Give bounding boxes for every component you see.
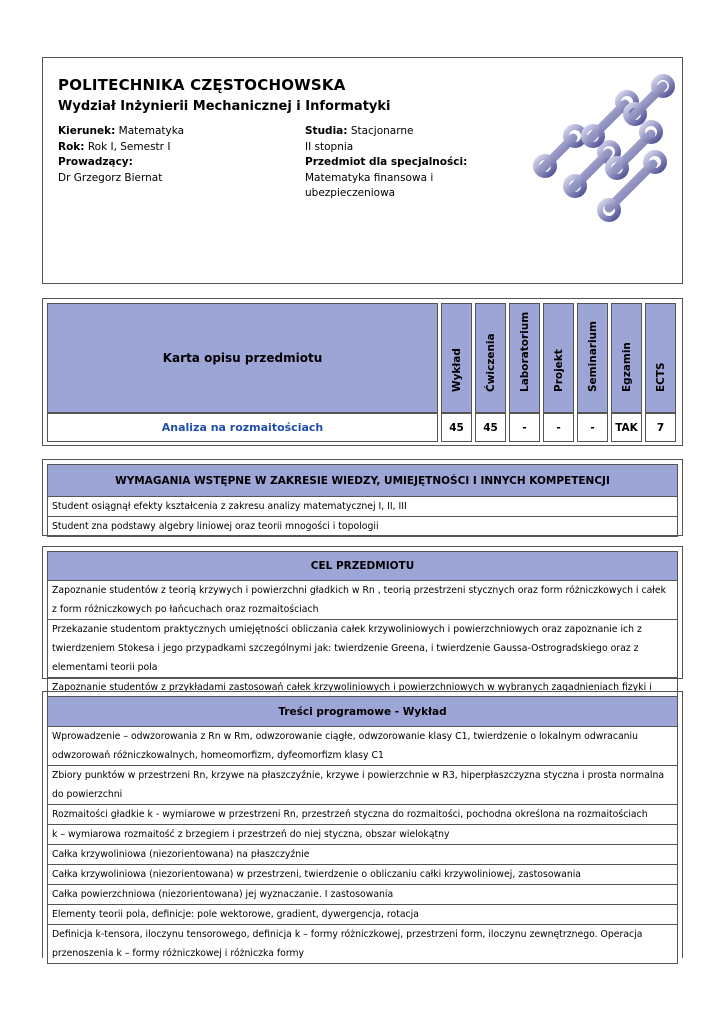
col-val-wyklad: 45	[441, 413, 472, 442]
rok-line	[58, 140, 288, 156]
specjalnosc-line-1: Matematyka finansowa i	[305, 171, 434, 184]
requirements-title: WYMAGANIA WSTĘPNE W ZAKRESIE WIEDZY, UMIEJĘTNOŚCI I INNYCH KOMPETENCJI	[47, 464, 678, 497]
studia-value: Stacjonarne	[350, 125, 414, 137]
program-row: Elementy teorii pola, definicje: pole wektorowe, gradient, dywergencja, rotacja	[47, 905, 678, 925]
program-row: Zbiory punktów w przestrzeni Rn, krzywe na płaszczyźnie, krzywe i powierzchnie w R3, hiperpłaszczyzna styczna i prosta normalna do powierzchni	[47, 766, 678, 805]
col-head-ects: ECTS	[645, 303, 676, 413]
studia-label: Studia:	[305, 125, 348, 137]
kierunek-label: Kierunek:	[58, 125, 116, 137]
col-head-projekt: Projekt	[543, 303, 574, 413]
requirement-row: Student osiągnął efekty kształcenia z zakresu analizy matematycznej I, II, III	[47, 497, 678, 517]
goal-row: Zapoznanie studentów z teorią krzywych i powierzchni gładkich w Rn , teorią przestrzeni stycznych oraz form różniczkowych i całek z form różniczkowych po łańcuchach oraz rozmaitościach	[47, 581, 678, 620]
specjalnosc-line-2: ubezpieczeniowa	[305, 187, 396, 199]
course-info-right	[305, 124, 525, 202]
col-val-laboratorium: -	[509, 413, 540, 442]
course-name: Analiza na rozmaitościach	[47, 413, 438, 442]
goal-row: Przekazanie studentom praktycznych umiejętności obliczania całek krzywoliniowych i powierzchniowych oraz zapoznanie ich z twierdzeniem Stokesa i jego przypadkami szczególnymi jak: twierdzenie Greena, i twierdzenie Gaussa-Ostrogradskiego oraz z elementami teorii pola	[47, 620, 678, 678]
program-row: Całka krzywoliniowa (niezorientowana) w przestrzeni, twierdzenie o obliczaniu całki krzywoliniowej, zastosowania	[47, 865, 678, 885]
program-row: Wprowadzenie – odwzorowania z Rn w Rm, odwzorowanie ciągłe, odwzorowanie klasy C1, twierdzenie o lokalnym odwracaniu odwzorowań różniczkowalnych, homeomorfizm, dyfeomorfizm klasy C1	[47, 727, 678, 766]
kierunek-line	[58, 124, 288, 140]
program-row: Całka powierzchniowa (niezorientowana) jej wyznaczanie. I zastosowania	[47, 885, 678, 905]
col-head-cwiczenia: Ćwiczenia	[475, 303, 506, 413]
header-box	[42, 57, 683, 284]
program-row: k – wymiarowa rozmaitość z brzegiem i przestrzeń do niej styczna, obszar wielokątny	[47, 825, 678, 845]
requirements-section	[42, 459, 683, 536]
prowadzacy-value: Dr Grzegorz Biernat	[58, 171, 163, 184]
program-section	[42, 691, 683, 958]
program-title: Treści programowe - Wykład	[47, 696, 678, 727]
rok-label: Rok:	[58, 140, 85, 153]
university-name: POLITECHNIKA CZĘSTOCHOWSKA	[58, 76, 346, 94]
requirement-row: Student zna podstawy algebry liniowej oraz teorii mnogości i topologii	[47, 517, 678, 537]
specjalnosc-label: Przedmiot dla specjalności:	[305, 156, 468, 168]
program-row: Rozmaitości gładkie k - wymiarowe w przestrzeni Rn, przestrzeń styczna do rozmaitości, pochodna określona na rozmaitościach	[47, 805, 678, 825]
stopien-value: II stopnia	[305, 140, 354, 153]
col-head-laboratorium: Laboratorium	[509, 303, 540, 413]
col-head-seminarium: Seminarium	[577, 303, 608, 413]
card-title: Karta opisu przedmiotu	[47, 303, 438, 413]
col-val-egzamin: TAK	[611, 413, 642, 442]
goals-title: CEL PRZEDMIOTU	[47, 551, 678, 581]
program-row: Całka krzywoliniowa (niezorientowana) na płaszczyźnie	[47, 845, 678, 865]
col-head-egzamin: Egzamin	[611, 303, 642, 413]
program-row: Definicja k-tensora, iloczynu tensorowego, definicja k – formy różniczkowej, przestrzeni form, iloczynu zewnętrznego. Operacja przenoszenia k – formy różniczkowej i różniczka formy	[47, 925, 678, 964]
kierunek-value: Matematyka	[118, 125, 185, 137]
prowadzacy-label: Prowadzący:	[58, 156, 133, 168]
col-val-cwiczenia: 45	[475, 413, 506, 442]
col-val-projekt: -	[543, 413, 574, 442]
course-info-left	[58, 124, 288, 186]
goals-section	[42, 546, 683, 693]
col-val-ects: 7	[645, 413, 676, 442]
goal-row: Zapoznanie studentów z przykładami zastosowań całek krzywoliniowych i powierzchniowych w wybranych zagadnieniach fizyki i	[47, 678, 678, 717]
faculty-name: Wydział Inżynierii Mechanicznej i Informatyki	[58, 99, 391, 114]
studia-line	[305, 124, 525, 140]
col-val-seminarium: -	[577, 413, 608, 442]
rok-value: Rok I, Semestr I	[87, 140, 171, 153]
course-card	[42, 298, 683, 446]
col-head-wyklad: Wykład	[441, 303, 472, 413]
university-logo	[533, 68, 683, 228]
